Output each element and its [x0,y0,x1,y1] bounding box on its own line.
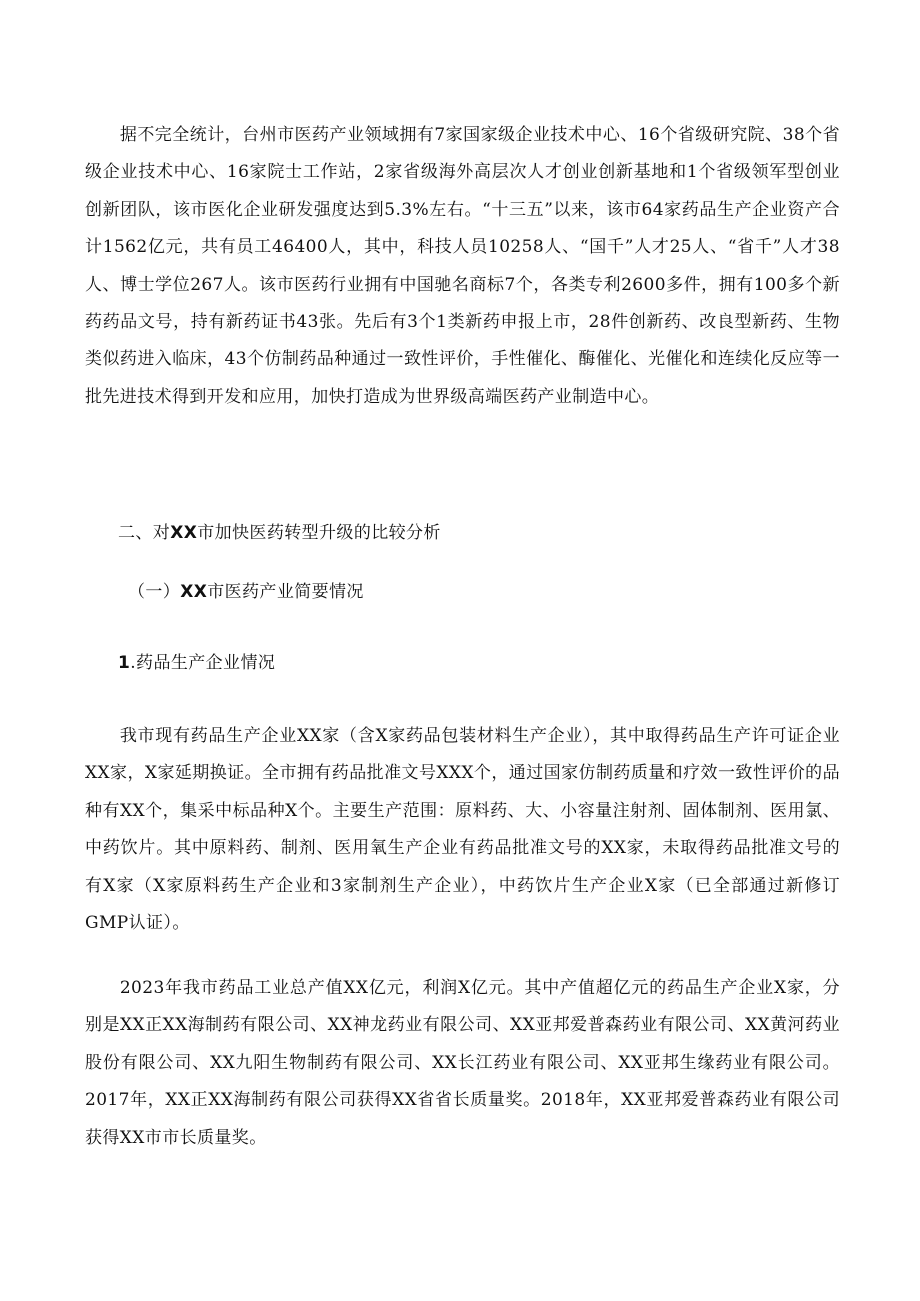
section-heading-2-bold: XX [170,523,198,543]
item-heading-1 [118,650,275,676]
paragraph-enterprise-overview: 我市现有药品生产企业XX家（含X家药品包装材料生产企业），其中取得药品生产许可证企业XX家，X家延期换证。全市拥有药品批准文号XXX个，通过国家仿制药质量和疗效一致性评价的品种有XX个，集采中标品种X个。主要生产范围：原料药、大、小容量注射剂、固体制剂、医用氯、中药饮片。其中原料药、制剂、医用氧生产企业有药品批准文号的XX家，未取得药品批准文号的有X家（X家原料药生产企业和3家制剂生产企业），中药饮片生产企业X家（已全部通过新修订GMP认证）。 [85,726,840,934]
section-heading-2-suffix: 市加快医药转型升级的比较分析 [197,523,441,543]
paragraph-pharma-statistics: 据不完全统计，台州市医药产业领域拥有7家国家级企业技术中心、16个省级研究院、38个省级企业技术中心、16家院士工作站，2家省级海外高层次人才创业创新基地和1个省级领军型创业创新团队，该市医化企业研发强度达到5.3%左右。“十三五”以来，该市64家药品生产企业资产合计1562亿元，共有员工46400人，其中，科技人员10258人、“国千”人才25人、“省千”人才38人、博士学位267人。该市医药行业拥有中国驰名商标7个，各类专利2600多件，拥有100多个新药药品文号，持有新药证书43张。先后有3个1类新药申报上市，28件创新药、改良型新药、生物类似药进入临床，43个仿制药品种通过一致性评价，手性催化、酶催化、光催化和连续化反应等一批先进技术得到开发和应用，加快打造成为世界级高端医药产业制造中心。 [85,125,840,407]
subsection-heading-2-1-suffix: 市医药产业简要情况 [207,582,364,602]
item-heading-1-text: .药品生产企业情况 [130,653,276,673]
section-heading-2 [118,520,441,546]
paragraph-output-value: 2023年我市药品工业总产值XX亿元，利润X亿元。其中产值超亿元的药品生产企业X家，分别是XX正XX海制药有限公司、XX神龙药业有限公司、XX亚邦爱普森药业有限公司、XX黄河药业股份有限公司、XX九阳生物制药有限公司、XX长江药业有限公司、XX亚邦生缘药业有限公司。2017年，XX正XX海制药有限公司获得XX省省长质量奖。2018年，XX亚邦爱普森药业有限公司获得XX市市长质量奖。 [85,978,840,1148]
subsection-heading-2-1-bold: XX [180,582,208,602]
section-heading-2-prefix: 二、对 [118,523,171,543]
subsection-heading-2-1-prefix: （一） [128,582,181,602]
item-heading-1-number: 1 [118,653,131,673]
subsection-heading-2-1 [128,579,364,605]
